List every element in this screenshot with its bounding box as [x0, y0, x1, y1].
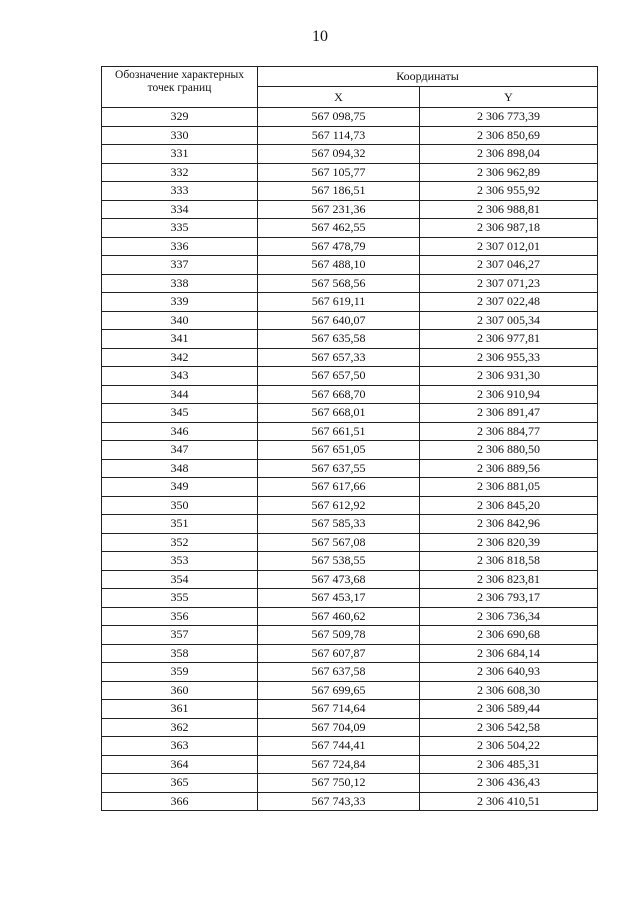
table-row	[102, 533, 598, 552]
table-row	[102, 237, 598, 256]
y-coordinate-cell: 2 306 842,96	[420, 515, 598, 534]
y-coordinate-cell: 2 306 823,81	[420, 570, 598, 589]
x-coordinate-cell: 567 460,62	[258, 607, 420, 626]
table-row	[102, 274, 598, 293]
y-coordinate-cell: 2 306 988,81	[420, 200, 598, 219]
x-coordinate-cell: 567 651,05	[258, 441, 420, 460]
table-row	[102, 478, 598, 497]
x-coordinate-cell: 567 186,51	[258, 182, 420, 201]
y-coordinate-cell: 2 306 504,22	[420, 737, 598, 756]
table-row	[102, 404, 598, 423]
y-coordinate-cell: 2 307 005,34	[420, 311, 598, 330]
point-id-cell: 331	[102, 145, 258, 164]
y-coordinate-cell: 2 306 589,44	[420, 700, 598, 719]
table-row	[102, 256, 598, 275]
table-row	[102, 441, 598, 460]
x-coordinate-cell: 567 619,11	[258, 293, 420, 312]
y-coordinate-cell: 2 306 542,58	[420, 718, 598, 737]
x-coordinate-cell: 567 453,17	[258, 589, 420, 608]
point-id-cell: 347	[102, 441, 258, 460]
y-coordinate-cell: 2 307 071,23	[420, 274, 598, 293]
point-id-cell: 351	[102, 515, 258, 534]
x-coordinate-cell: 567 635,58	[258, 330, 420, 349]
point-id-cell: 345	[102, 404, 258, 423]
table-row	[102, 496, 598, 515]
x-coordinate-cell: 567 637,55	[258, 459, 420, 478]
y-coordinate-cell: 2 306 410,51	[420, 792, 598, 811]
x-coordinate-cell: 567 724,84	[258, 755, 420, 774]
point-id-cell: 355	[102, 589, 258, 608]
table-row	[102, 737, 598, 756]
point-id-cell: 335	[102, 219, 258, 238]
table-row	[102, 145, 598, 164]
point-id-cell: 366	[102, 792, 258, 811]
point-id-cell: 340	[102, 311, 258, 330]
x-coordinate-cell: 567 661,51	[258, 422, 420, 441]
table-row	[102, 422, 598, 441]
x-coordinate-cell: 567 567,08	[258, 533, 420, 552]
point-id-cell: 359	[102, 663, 258, 682]
point-id-cell: 357	[102, 626, 258, 645]
table-body	[102, 108, 598, 811]
table-row	[102, 607, 598, 626]
x-coordinate-cell: 567 585,33	[258, 515, 420, 534]
point-id-cell: 341	[102, 330, 258, 349]
y-column-header: Y	[420, 87, 598, 108]
point-id-cell: 344	[102, 385, 258, 404]
point-id-cell: 353	[102, 552, 258, 571]
point-id-cell: 352	[102, 533, 258, 552]
y-coordinate-cell: 2 306 485,31	[420, 755, 598, 774]
point-id-cell: 365	[102, 774, 258, 793]
table-row	[102, 219, 598, 238]
y-coordinate-cell: 2 306 845,20	[420, 496, 598, 515]
point-id-cell: 334	[102, 200, 258, 219]
table-row	[102, 348, 598, 367]
table-row	[102, 126, 598, 145]
x-coordinate-cell: 567 640,07	[258, 311, 420, 330]
table-row	[102, 108, 598, 127]
y-coordinate-cell: 2 306 889,56	[420, 459, 598, 478]
x-coordinate-cell: 567 231,36	[258, 200, 420, 219]
y-coordinate-cell: 2 306 881,05	[420, 478, 598, 497]
x-coordinate-cell: 567 657,50	[258, 367, 420, 386]
table-row	[102, 459, 598, 478]
point-id-cell: 342	[102, 348, 258, 367]
coordinates-header: Координаты	[258, 67, 598, 87]
point-id-cell: 336	[102, 237, 258, 256]
point-id-cell: 337	[102, 256, 258, 275]
y-coordinate-cell: 2 306 955,33	[420, 348, 598, 367]
point-designation-header: Обозначение характерных точек границ	[102, 67, 258, 108]
y-coordinate-cell: 2 306 931,30	[420, 367, 598, 386]
x-coordinate-cell: 567 105,77	[258, 163, 420, 182]
x-coordinate-cell: 567 478,79	[258, 237, 420, 256]
y-coordinate-cell: 2 306 962,89	[420, 163, 598, 182]
point-id-cell: 349	[102, 478, 258, 497]
x-coordinate-cell: 567 607,87	[258, 644, 420, 663]
y-coordinate-cell: 2 307 012,01	[420, 237, 598, 256]
y-coordinate-cell: 2 307 046,27	[420, 256, 598, 275]
y-coordinate-cell: 2 306 898,04	[420, 145, 598, 164]
x-coordinate-cell: 567 668,70	[258, 385, 420, 404]
y-coordinate-cell: 2 306 684,14	[420, 644, 598, 663]
y-coordinate-cell: 2 306 880,50	[420, 441, 598, 460]
x-coordinate-cell: 567 744,41	[258, 737, 420, 756]
x-coordinate-cell: 567 668,01	[258, 404, 420, 423]
x-coordinate-cell: 567 743,33	[258, 792, 420, 811]
x-coordinate-cell: 567 114,73	[258, 126, 420, 145]
x-coordinate-cell: 567 637,58	[258, 663, 420, 682]
x-coordinate-cell: 567 462,55	[258, 219, 420, 238]
point-id-cell: 333	[102, 182, 258, 201]
point-id-cell: 339	[102, 293, 258, 312]
table-row	[102, 570, 598, 589]
x-coordinate-cell: 567 509,78	[258, 626, 420, 645]
table-header	[102, 67, 598, 108]
table-row	[102, 589, 598, 608]
point-id-cell: 361	[102, 700, 258, 719]
x-coordinate-cell: 567 094,32	[258, 145, 420, 164]
y-coordinate-cell: 2 306 884,77	[420, 422, 598, 441]
page-number: 10	[312, 28, 328, 45]
table-row	[102, 330, 598, 349]
y-coordinate-cell: 2 306 690,68	[420, 626, 598, 645]
x-coordinate-cell: 567 098,75	[258, 108, 420, 127]
y-coordinate-cell: 2 306 736,34	[420, 607, 598, 626]
point-id-cell: 363	[102, 737, 258, 756]
point-id-cell: 356	[102, 607, 258, 626]
point-id-cell: 329	[102, 108, 258, 127]
table-row	[102, 792, 598, 811]
table-row	[102, 774, 598, 793]
table-row	[102, 515, 598, 534]
x-coordinate-cell: 567 657,33	[258, 348, 420, 367]
y-coordinate-cell: 2 306 955,92	[420, 182, 598, 201]
point-id-cell: 348	[102, 459, 258, 478]
point-id-cell: 332	[102, 163, 258, 182]
x-coordinate-cell: 567 612,92	[258, 496, 420, 515]
table-row	[102, 626, 598, 645]
x-coordinate-cell: 567 488,10	[258, 256, 420, 275]
point-id-cell: 330	[102, 126, 258, 145]
point-id-cell: 358	[102, 644, 258, 663]
point-id-cell: 364	[102, 755, 258, 774]
y-coordinate-cell: 2 306 793,17	[420, 589, 598, 608]
point-id-cell: 350	[102, 496, 258, 515]
table-row	[102, 681, 598, 700]
y-coordinate-cell: 2 306 910,94	[420, 385, 598, 404]
point-id-cell: 354	[102, 570, 258, 589]
y-coordinate-cell: 2 306 608,30	[420, 681, 598, 700]
y-coordinate-cell: 2 306 987,18	[420, 219, 598, 238]
table-row	[102, 311, 598, 330]
x-coordinate-cell: 567 568,56	[258, 274, 420, 293]
x-coordinate-cell: 567 699,65	[258, 681, 420, 700]
point-id-cell: 338	[102, 274, 258, 293]
x-coordinate-cell: 567 704,09	[258, 718, 420, 737]
y-coordinate-cell: 2 306 850,69	[420, 126, 598, 145]
y-coordinate-cell: 2 306 891,47	[420, 404, 598, 423]
y-coordinate-cell: 2 306 977,81	[420, 330, 598, 349]
y-coordinate-cell: 2 307 022,48	[420, 293, 598, 312]
table-row	[102, 644, 598, 663]
point-id-cell: 360	[102, 681, 258, 700]
y-coordinate-cell: 2 306 818,58	[420, 552, 598, 571]
table-row	[102, 293, 598, 312]
table-row	[102, 200, 598, 219]
point-id-cell: 343	[102, 367, 258, 386]
x-coordinate-cell: 567 617,66	[258, 478, 420, 497]
table-row	[102, 367, 598, 386]
table-row	[102, 163, 598, 182]
table-row	[102, 552, 598, 571]
table-row	[102, 385, 598, 404]
table-row	[102, 718, 598, 737]
table-row	[102, 182, 598, 201]
x-column-header: X	[258, 87, 420, 108]
y-coordinate-cell: 2 306 436,43	[420, 774, 598, 793]
x-coordinate-cell: 567 750,12	[258, 774, 420, 793]
x-coordinate-cell: 567 714,64	[258, 700, 420, 719]
table-row	[102, 663, 598, 682]
point-id-cell: 346	[102, 422, 258, 441]
y-coordinate-cell: 2 306 820,39	[420, 533, 598, 552]
point-id-cell: 362	[102, 718, 258, 737]
x-coordinate-cell: 567 473,68	[258, 570, 420, 589]
coordinates-table	[101, 66, 598, 811]
y-coordinate-cell: 2 306 640,93	[420, 663, 598, 682]
table-row	[102, 755, 598, 774]
table-row	[102, 700, 598, 719]
y-coordinate-cell: 2 306 773,39	[420, 108, 598, 127]
x-coordinate-cell: 567 538,55	[258, 552, 420, 571]
